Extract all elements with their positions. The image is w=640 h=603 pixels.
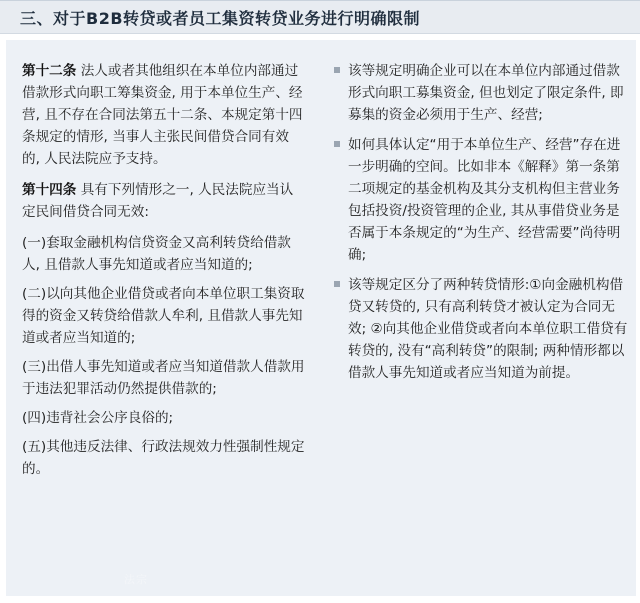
article-14-item-4: (四)违背社会公序良俗的; — [22, 410, 174, 426]
square-bullet-icon — [334, 141, 340, 147]
section-header — [0, 0, 640, 34]
article-14-item-3: (三)出借人事先知道或者应当知道借款人借款用于违法犯罪活动仍然提供借款的; — [22, 359, 305, 397]
commentary-item — [332, 60, 628, 126]
commentary-column — [332, 60, 628, 392]
article-12-text: 法人或者其他组织在本单位内部通过借款形式向职工筹集资金, 用于本单位生产、经营, 且不存在合同法第五十二条、本规定第十四条规定的情形, 当事人主张民间借贷合同有效的, 人民法院应予支持。 — [22, 63, 303, 167]
square-bullet-icon — [334, 281, 340, 287]
commentary-item — [332, 274, 628, 384]
statute-column — [22, 60, 306, 487]
content-panel — [6, 40, 636, 596]
article-14-text: 具有下列情形之一, 人民法院应当认定民间借贷合同无效: — [22, 182, 294, 220]
article-14-item-1: (一)套取金融机构信贷资金又高利转贷给借款人, 且借款人事先知道或者应当知道的; — [22, 235, 291, 273]
square-bullet-icon — [334, 67, 340, 73]
watermark-tag: 法宗 — [124, 573, 148, 586]
commentary-text: 如何具体认定“用于本单位生产、经营”存在进一步明确的空间。比如非本《解释》第一条第二项规定的基金机构及其分支机构但主营业务包括投资/投资管理的企业, 其从事借贷业务是否属于本条规定的“为生产、经营需要”尚待明确; — [348, 137, 621, 263]
commentary-item — [332, 134, 628, 266]
article-12 — [22, 60, 306, 170]
section-title: 三、对于B2B转贷或者员工集资转贷业务进行明确限制 — [20, 9, 421, 28]
commentary-text: 该等规定明确企业可以在本单位内部通过借款形式向职工募集资金, 但也划定了限定条件, 即募集的资金必须用于生产、经营; — [348, 63, 624, 123]
article-14-label: 第十四条 — [22, 182, 77, 198]
article-14 — [22, 179, 306, 223]
commentary-text: 该等规定区分了两种转贷情形:①向金融机构借贷又转贷的, 只有高利转贷才被认定为合同无效; ②向其他企业借贷或者向本单位职工借贷有转贷的, 没有“高利转贷”的限制; 两种情形都以借款人事先知道或者应当知道为前提。 — [348, 277, 628, 381]
article-14-item-2: (二)以向其他企业借贷或者向本单位职工集资取得的资金又转贷给借款人牟利, 且借款人事先知道或者应当知道的; — [22, 286, 305, 346]
article-12-label: 第十二条 — [22, 63, 77, 79]
article-14-item-5: (五)其他违反法律、行政法规效力性强制性规定的。 — [22, 439, 305, 477]
